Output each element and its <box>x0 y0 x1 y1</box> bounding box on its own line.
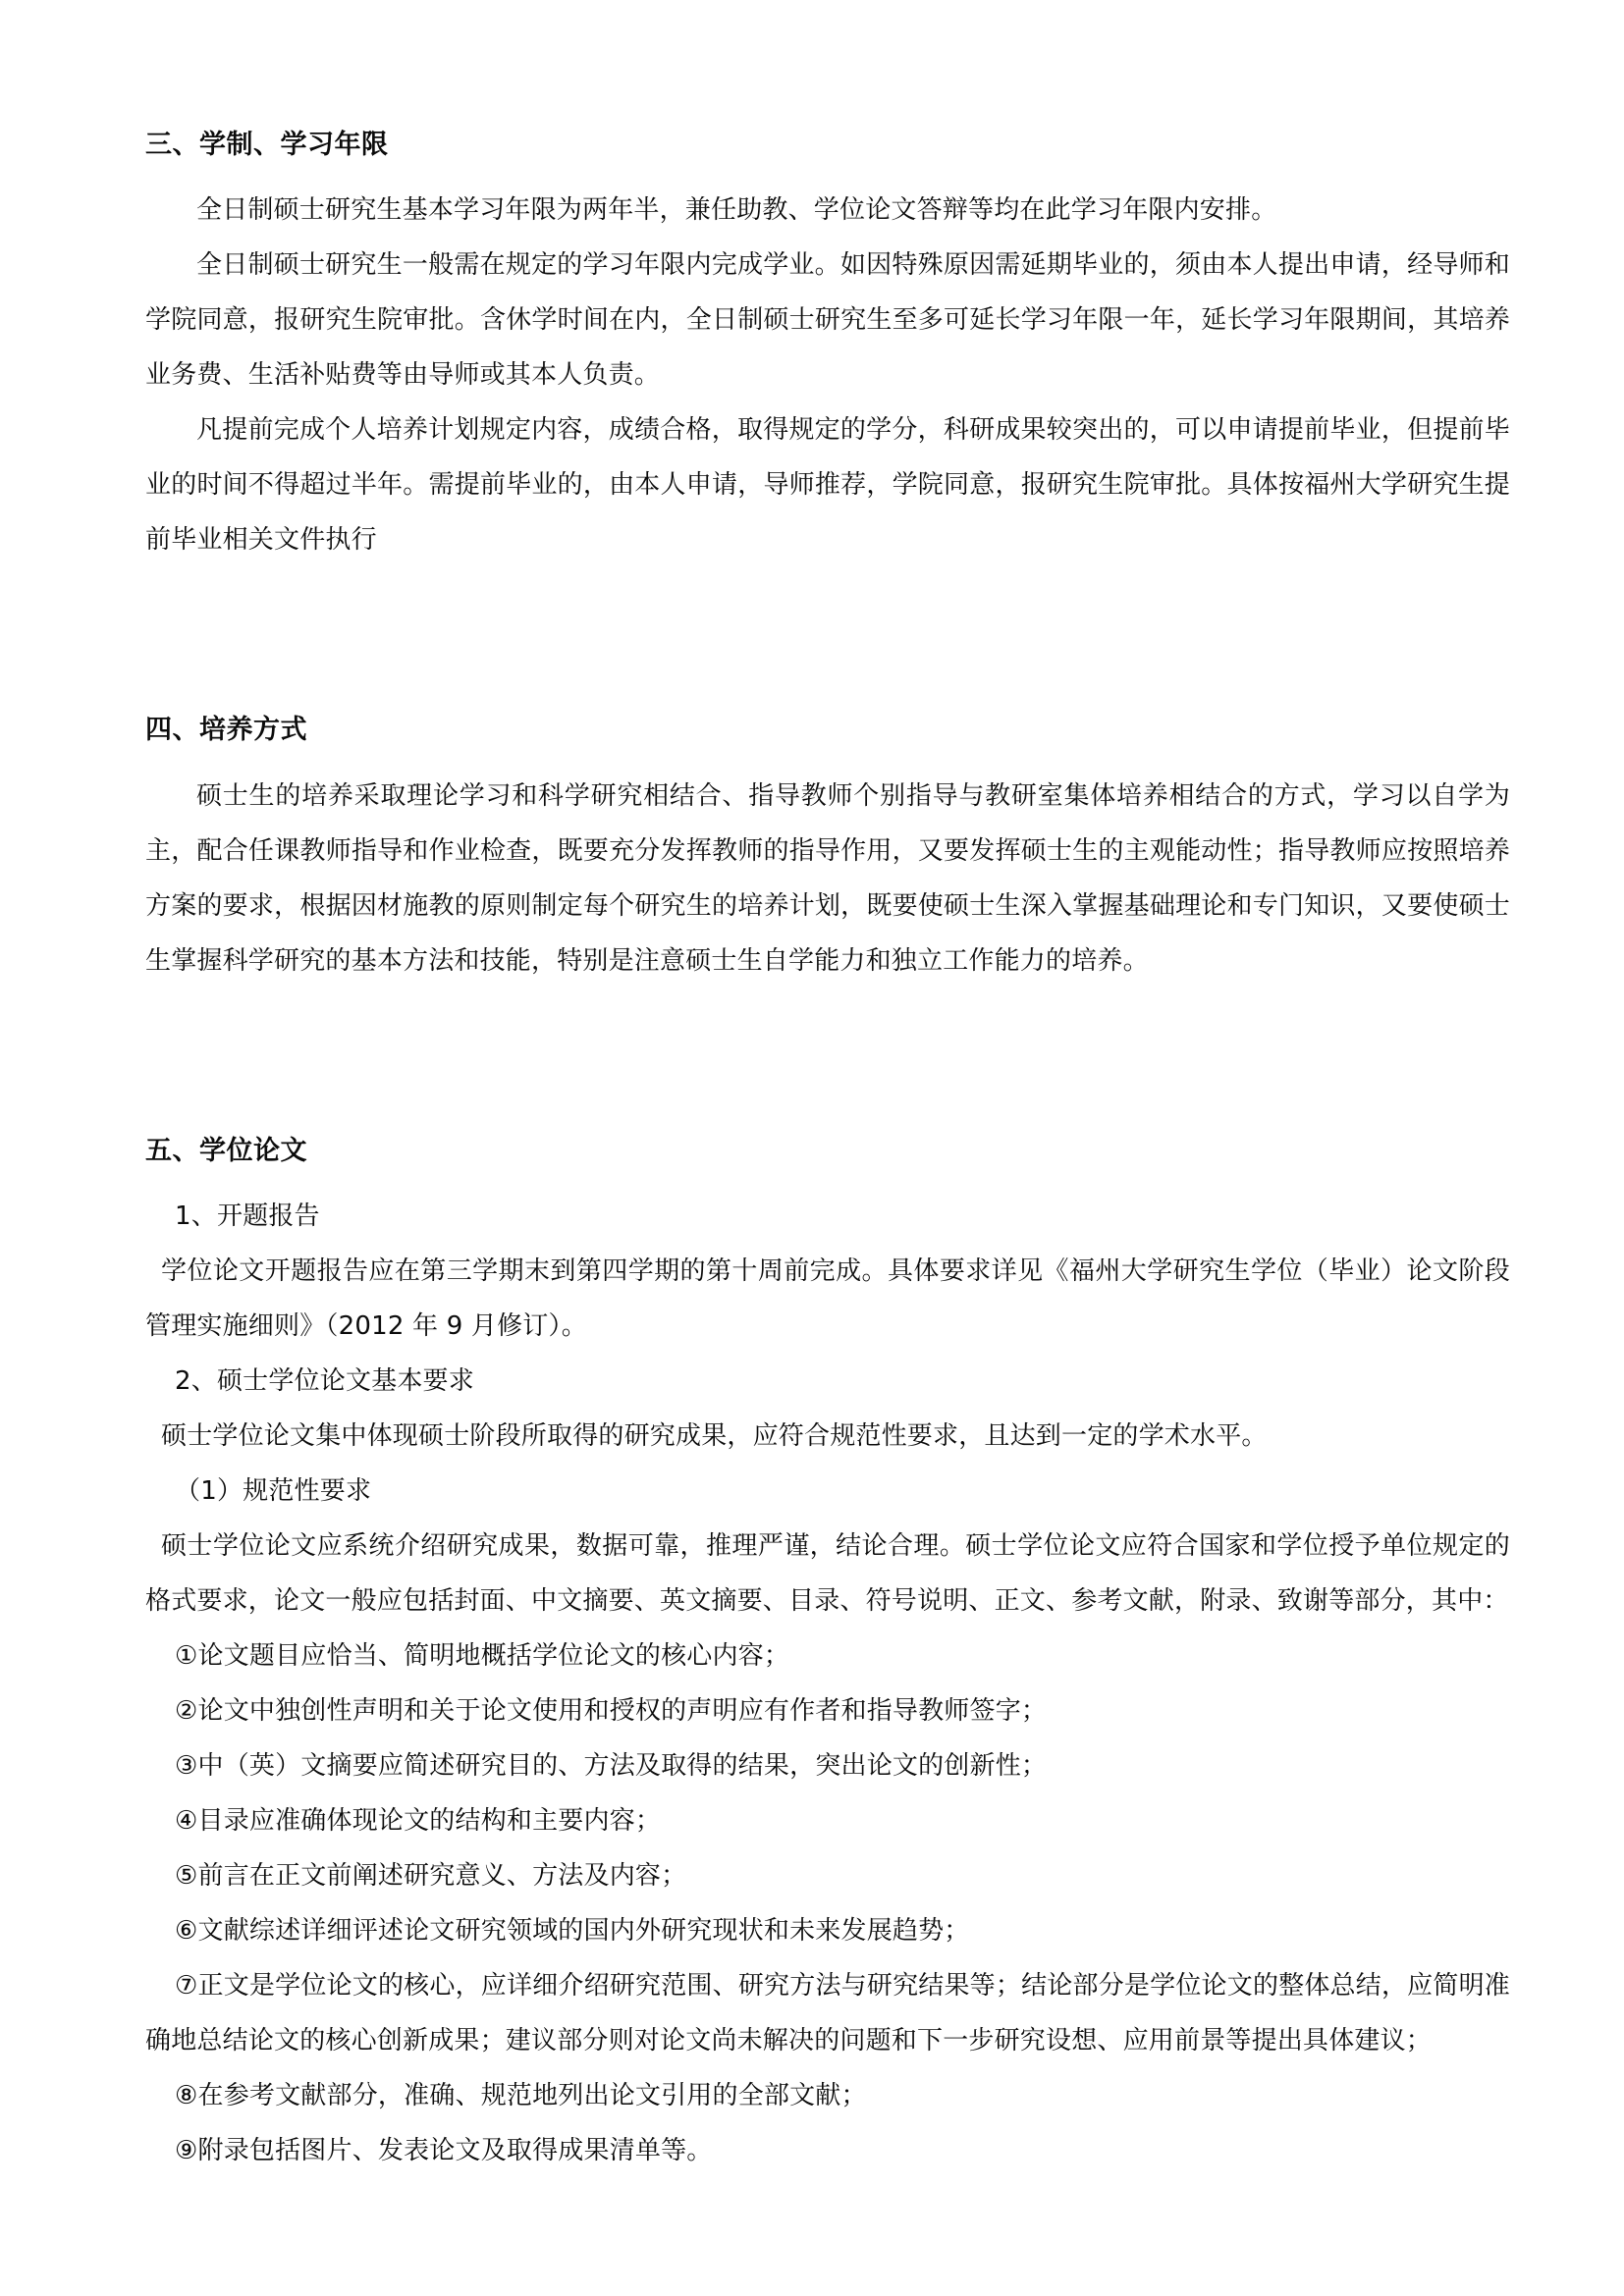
subsection-title-1: 1、开题报告 <box>175 1201 320 1232</box>
section-spacer-1 <box>145 567 1510 715</box>
section-3-paragraph-1: 全日制硕士研究生基本学习年限为两年半，兼任助教、学位论文答辩等均在此学习年限内安排。 <box>196 195 1277 226</box>
subsection-title-2: 2、硕士学位论文基本要求 <box>175 1366 474 1397</box>
requirement-item-3: ③中（英）文摘要应简述研究目的、方法及取得的结果，突出论文的创新性； <box>175 1751 1048 1782</box>
requirement-item-4: ④目录应准确体现论文的结构和主要内容； <box>175 1806 662 1837</box>
section-spacer-2 <box>145 988 1510 1136</box>
requirement-item-6: ⑥文献综述详细评述论文研究领域的国内外研究现状和未来发展趋势； <box>175 1916 970 1947</box>
document-content <box>145 130 1510 2178</box>
requirement-item-8: ⑧在参考文献部分，准确、规范地列出论文引用的全部文献； <box>175 2081 867 2111</box>
requirement-item-9: ⑨附录包括图片、发表论文及取得成果清单等。 <box>175 2136 713 2166</box>
requirement-item-5: ⑤前言在正文前阐述研究意义、方法及内容； <box>175 1861 687 1892</box>
requirement-item-2: ②论文中独创性声明和关于论文使用和授权的声明应有作者和指导教师签字； <box>175 1696 1048 1727</box>
section-heading-3: 三、学制、学习年限 <box>145 130 389 160</box>
section-4-paragraph-1: 硕士生的培养采取理论学习和科学研究相结合、指导教师个别指导与教研室集体培养相结合的方式，学习以自学为主，配合任课教师指导和作业检查，既要充分发挥教师的指导作用，又要发挥硕士生的主观能动性；指导教师应按照培养方案的要求，根据因材施教的原则制定每个研究生的培养计划，既要使硕士生深入掌握基础理论和专门知识，又要使硕士生掌握科学研究的基本方法和技能，特别是注意硕士生自学能力和独立工作能力的培养。 <box>145 780 1510 976</box>
requirement-group-title: （1）规范性要求 <box>175 1476 372 1507</box>
requirement-item-1: ①论文题目应恰当、简明地概括学位论文的核心内容； <box>175 1641 790 1672</box>
section-3-paragraph-3: 凡提前完成个人培养计划规定内容，成绩合格，取得规定的学分，科研成果较突出的，可以申请提前毕业，但提前毕业的时间不得超过半年。需提前毕业的，由本人申请，导师推荐，学院同意，报研究生院审批。具体按福州大学研究生提前毕业相关文件执行 <box>145 415 1510 556</box>
section-heading-4: 四、培养方式 <box>145 715 307 746</box>
subsection-body-1: 学位论文开题报告应在第三学期末到第四学期的第十周前完成。具体要求详见《福州大学研究生学位（毕业）论文阶段管理实施细则》（2012 年 9 月修订）。 <box>145 1256 1510 1342</box>
requirement-group-intro: 硕士学位论文应系统介绍研究成果，数据可靠，推理严谨，结论合理。硕士学位论文应符合国家和学位授予单位规定的格式要求，论文一般应包括封面、中文摘要、英文摘要、目录、符号说明、正文、参考文献，附录、致谢等部分，其中： <box>145 1531 1510 1617</box>
requirement-item-7: ⑦正文是学位论文的核心，应详细介绍研究范围、研究方法与研究结果等；结论部分是学位论文的整体总结，应简明准确地总结论文的核心创新成果；建议部分则对论文尚未解决的问题和下一步研究设想、应用前景等提出具体建议； <box>145 1971 1510 2056</box>
subsection-body-2: 硕士学位论文集中体现硕士阶段所取得的研究成果，应符合规范性要求，且达到一定的学术水平。 <box>161 1421 1268 1452</box>
section-heading-5: 五、学位论文 <box>145 1135 307 1166</box>
section-3-paragraph-2: 全日制硕士研究生一般需在规定的学习年限内完成学业。如因特殊原因需延期毕业的，须由本人提出申请，经导师和学院同意，报研究生院审批。含休学时间在内，全日制硕士研究生至多可延长学习年限一年，延长学习年限期间，其培养业务费、生活补贴费等由导师或其本人负责。 <box>145 250 1510 391</box>
